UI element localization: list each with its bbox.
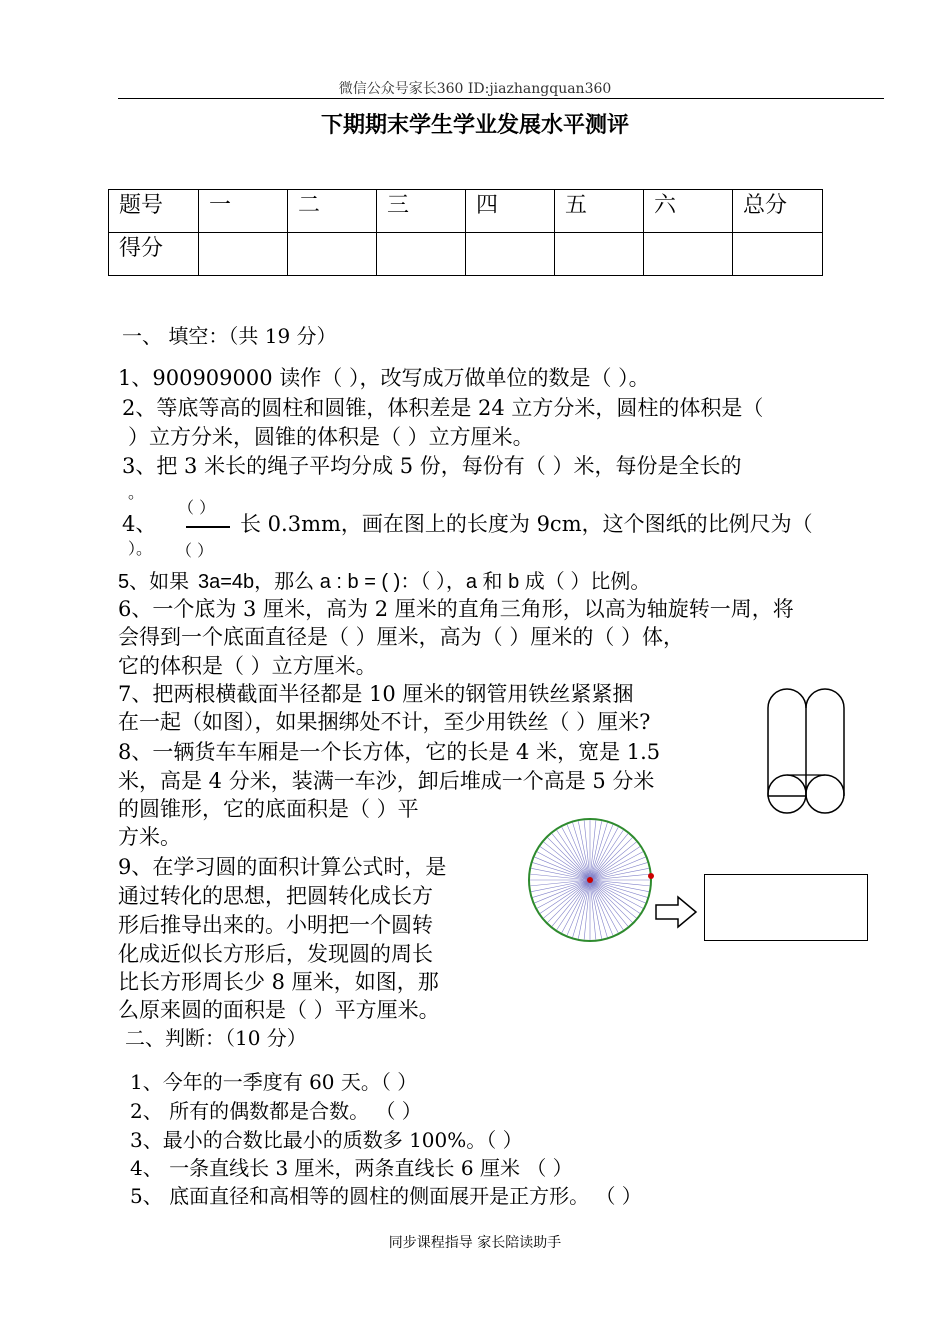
section-heading-fill: 一、 填空：（共 19 分） [122,324,337,348]
page-title: 下期期末学生学业发展水平测评 [320,112,629,137]
score-cell[interactable] [555,233,644,276]
header-rule [118,98,884,99]
score-table-header-row [109,190,823,233]
rectangle-figure [704,874,868,941]
question-1: 1、900909000 读作（ ），改写成万做单位的数是（ ）。 [118,366,650,390]
circle-center [587,877,593,883]
judge-item-2: 2、 所有的偶数都是合数。 （ ） [130,1099,422,1123]
table-cell: 总分 [733,190,823,233]
table-cell: 四 [466,190,555,233]
fraction-numerator: （ ） [178,498,216,517]
question-2-line-2: ）立方分米，圆锥的体积是（ ）立方厘米。 [128,425,534,449]
table-cell: 五 [555,190,644,233]
circle-sectors-figure [526,816,654,944]
question-7-line-2: 在一起（如图），如果捆绑处不计，至少用铁丝（ ）厘米? [118,710,651,734]
question-8-line-2: 米，高是 4 分米，装满一车沙，卸后堆成一个高是 5 分米 [118,769,655,793]
page-footer: 同步课程指导 家长陪读助手 [388,1235,562,1251]
radius-line [552,834,590,880]
judge-item-1: 1、今年的一季度有 60 天。（ ） [130,1070,418,1094]
score-cell[interactable] [466,233,555,276]
score-table-score-row [109,233,823,276]
radius-line [544,880,590,918]
question-4-line-1: 长 0.3mm，画在图上的长度为 9cm，这个图纸的比例尺为（ [240,512,813,536]
question-9-line-3: 形后推导出来的。小明把一个圆转 [118,913,433,937]
question-2-line-1: 2、等底等高的圆柱和圆锥，体积差是 24 立方分米，圆柱的体积是（ [122,396,764,420]
radius-line [590,842,636,880]
question-5: 3a=4b，那么 a : b = ( )：（ ），a 和 b 成（ ）比例。 [198,571,651,593]
radius-line [590,880,628,926]
question-4-prefix: 4、 [122,512,157,536]
question-7-line-1: 7、把两根横截面半径都是 10 厘米的钢管用铁丝紧紧捆 [118,682,634,706]
score-cell[interactable] [377,233,466,276]
bundled-pipes-figure [760,678,850,816]
radius-line [544,842,590,880]
table-cell: 得分 [109,233,199,276]
question-4-line-2: ）。 [128,539,153,558]
question-6-line-2: 会得到一个底面直径是（ ）厘米，高为（ ）厘米的（ ）体， [118,625,685,649]
question-9-line-6: 么原来圆的面积是（ ）平方厘米。 [118,998,440,1022]
question-3-line-1: 3、把 3 米长的绳子平均分成 5 份，每份有（ ）米，每份是全长的 [122,454,742,478]
judge-item-3: 3、最小的合数比最小的质数多 100%。（ ） [130,1128,523,1152]
score-table [108,189,823,276]
score-cell[interactable] [199,233,288,276]
fraction-denominator: （ ） [176,541,214,560]
circumference-point [648,873,654,879]
table-cell: 三 [377,190,466,233]
question-3-line-2: 。 [128,483,145,502]
score-cell[interactable] [733,233,823,276]
table-cell: 一 [199,190,288,233]
question-8-line-4: 方米。 [118,825,181,849]
page-header: 微信公众号家长360 ID:jiazhangquan360 [338,81,612,97]
question-6-line-3: 它的体积是（ ）立方厘米。 [118,654,377,678]
question-8-line-3: 的圆锥形，它的底面积是（ ）平 [118,797,419,821]
section-heading-judge: 二、判断：（10 分） [125,1026,307,1050]
judge-item-4: 4、 一条直线长 3 厘米，两条直线长 6 厘米 （ ） [130,1156,573,1180]
question-6-line-1: 6、一个底为 3 厘米，高为 2 厘米的直角三角形，以高为轴旋转一周，将 [118,597,794,621]
fraction-bar [186,526,230,528]
table-cell: 六 [644,190,733,233]
arrow-right-icon [654,894,698,930]
question-9-line-4: 化成近似长方形后，发现圆的周长 [118,942,433,966]
score-cell[interactable] [288,233,377,276]
question-9-line-1: 9、在学习圆的面积计算公式时，是 [118,855,447,879]
radius-line [590,880,636,918]
judge-item-5: 5、 底面直径和高相等的圆柱的侧面展开是正方形。 （ ） [130,1184,642,1208]
table-cell: 题号 [109,190,199,233]
question-5-prefix: 5、如果 [118,571,190,593]
table-cell: 二 [288,190,377,233]
question-9-line-2: 通过转化的思想，把圆转化成长方 [118,884,433,908]
radius-line [552,880,590,926]
score-cell[interactable] [644,233,733,276]
question-9-line-5: 比长方形周长少 8 厘米，如图，那 [118,970,439,994]
question-8-line-1: 8、一辆货车车厢是一个长方体，它的长是 4 米，宽是 1.5 [118,740,661,764]
radius-line [590,834,628,880]
